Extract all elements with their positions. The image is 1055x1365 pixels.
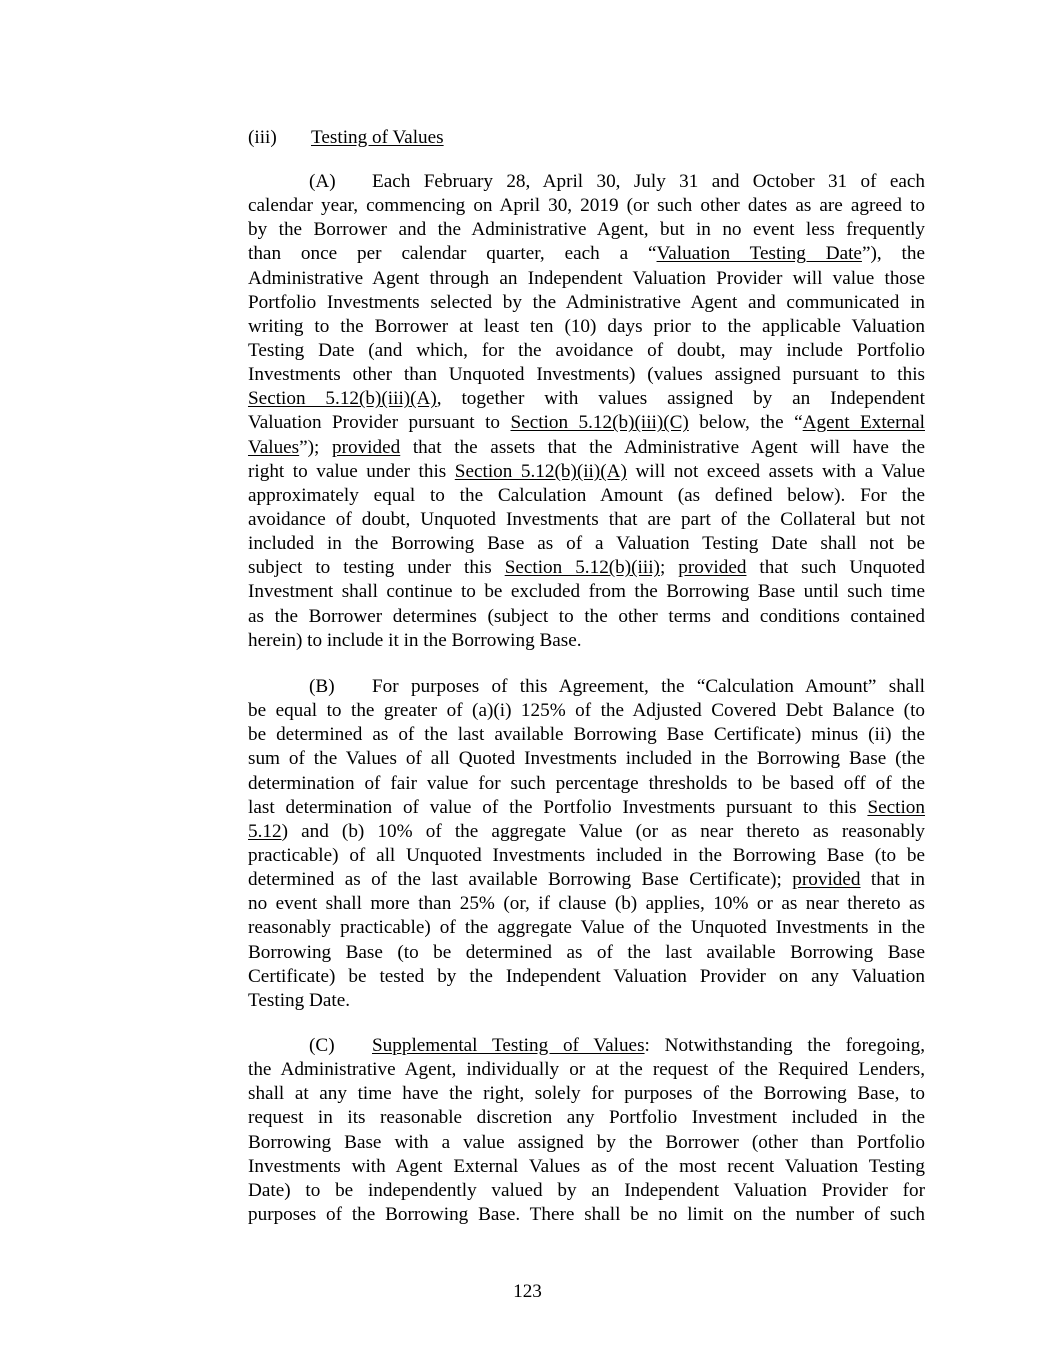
text-line: calendar year, commencing on April 30, 2019 (or such other dates as are agreed to: [248, 195, 925, 217]
text-line: shall at any time have the right, solely for purposes of the Borrowing Base, to: [248, 1083, 925, 1105]
section-title: Testing of Values: [311, 127, 444, 148]
section-reference: Section 5.12(b)(ii)(A): [454, 460, 627, 482]
text-line: Investments other than Unquoted Investments) (values assigned pursuant to this: [248, 364, 925, 386]
paragraph-label: (C): [309, 1035, 335, 1056]
proviso-term: provided: [332, 436, 401, 458]
section-reference: Section 5.12(b)(iii)(A): [248, 388, 437, 410]
text-line: the Administrative Agent, individually or at the request of the Required Lenders,: [248, 1059, 925, 1081]
text-line: avoidance of doubt, Unquoted Investments that are part of the Collateral but not: [248, 508, 925, 530]
proviso-term: provided: [678, 557, 747, 579]
text-line: approximately equal to the Calculation Amount (as defined below). For the: [248, 484, 925, 506]
text-line: (A) Each February 28, April 30, July 31 and October 31 of each: [248, 170, 925, 194]
text-line: herein) to include it in the Borrowing Base.: [248, 629, 582, 651]
text-line: included in the Borrowing Base as of a Valuation Testing Date shall not be: [248, 533, 925, 555]
defined-term: Agent External: [802, 412, 925, 434]
text-line: Date) to be independently valued by an Independent Valuation Provider for: [248, 1179, 925, 1201]
text-line: Borrowing Base (to be determined as of the last available Borrowing Base: [248, 941, 925, 963]
text-line: be determined as of the last available Borrowing Base Certificate) minus (ii) the: [248, 724, 925, 746]
paragraph-a: [248, 170, 925, 653]
text-line: sum of the Values of all Quoted Investments included in the Borrowing Base (the: [248, 748, 925, 770]
text-line: Section 5.12(b)(iii)(A), together with values assigned by an Independent: [248, 388, 925, 410]
text-line: right to value under this Section 5.12(b)(ii)(A) will not exceed assets with a Value: [248, 460, 925, 482]
paragraph-c: [248, 1034, 925, 1227]
text-line: Values”); provided that the assets that the Administrative Agent will have the: [248, 436, 925, 458]
text-line: 5.12) and (b) 10% of the aggregate Value (or as near thereto as reasonably: [248, 820, 925, 842]
text-line: Investment shall continue to be excluded from the Borrowing Base until such time: [248, 581, 925, 603]
text-line: as the Borrower determines (subject to the other terms and conditions contained: [248, 605, 925, 627]
text-line: subject to testing under this Section 5.12(b)(iii); provided that such Unquoted: [248, 557, 925, 579]
text-line: request in its reasonable discretion any Portfolio Investment included in the: [248, 1107, 925, 1129]
text-line: Certificate) be tested by the Independent Valuation Provider on any Valuation: [248, 965, 925, 987]
text-line: determination of fair value for such percentage thresholds to be based off of the: [248, 772, 925, 794]
text-line: Valuation Provider pursuant to Section 5.12(b)(iii)(C) below, the “Agent External: [248, 412, 925, 434]
text-line: (C) Supplemental Testing of Values: Notwithstanding the foregoing,: [248, 1034, 925, 1058]
text-line: last determination of value of the Portfolio Investments pursuant to this Section: [248, 796, 925, 818]
paragraph-b: [248, 675, 925, 1013]
text-line: reasonably practicable) of the aggregate Value of the Unquoted Investments in the: [248, 917, 925, 939]
text-line: be equal to the greater of (a)(i) 125% of the Adjusted Covered Debt Balance (to: [248, 700, 925, 722]
text-line: Investments with Agent External Values as of the most recent Valuation Testing: [248, 1155, 925, 1177]
text-line: Portfolio Investments selected by the Administrative Agent and communicated in: [248, 291, 925, 313]
section-reference: Section: [867, 796, 925, 818]
text-line: Borrowing Base with a value assigned by the Borrower (other than Portfolio: [248, 1131, 925, 1153]
section-reference: Section 5.12(b)(iii)(C): [510, 412, 689, 434]
text-line: determined as of the last available Borrowing Base Certificate); provided that in: [248, 869, 925, 891]
text-line: than once per calendar quarter, each a “Valuation Testing Date”), the: [248, 243, 925, 265]
section-heading: [248, 126, 444, 150]
text-line: (B) For purposes of this Agreement, the “Calculation Amount” shall: [248, 675, 925, 699]
text-line: Testing Date (and which, for the avoidance of doubt, may include Portfolio: [248, 339, 925, 361]
page-number: 123: [513, 1281, 542, 1302]
text-line: practicable) of all Unquoted Investments included in the Borrowing Base (to be: [248, 844, 925, 866]
text-line: by the Borrower and the Administrative Agent, but in no event less frequently: [248, 219, 925, 241]
text-line: writing to the Borrower at least ten (10) days prior to the applicable Valuation: [248, 315, 925, 337]
defined-term: Values: [248, 436, 300, 458]
defined-term: Valuation Testing Date: [656, 243, 862, 265]
section-reference: Section 5.12(b)(iii): [504, 557, 660, 579]
text-line: Testing Date.: [248, 989, 351, 1011]
paragraph-label: (A): [309, 171, 336, 192]
text-line: purposes of the Borrowing Base. There shall be no limit on the number of such: [248, 1203, 925, 1225]
text-line: no event shall more than 25% (or, if clause (b) applies, 10% or as near thereto as: [248, 893, 925, 915]
text-line: Administrative Agent through an Independent Valuation Provider will value those: [248, 267, 925, 289]
proviso-term: provided: [792, 869, 861, 891]
paragraph-label: (B): [309, 676, 335, 697]
section-reference: 5.12: [248, 820, 282, 842]
subsection-title: Supplemental Testing of Values: [372, 1035, 645, 1056]
section-number: (iii): [248, 127, 277, 148]
